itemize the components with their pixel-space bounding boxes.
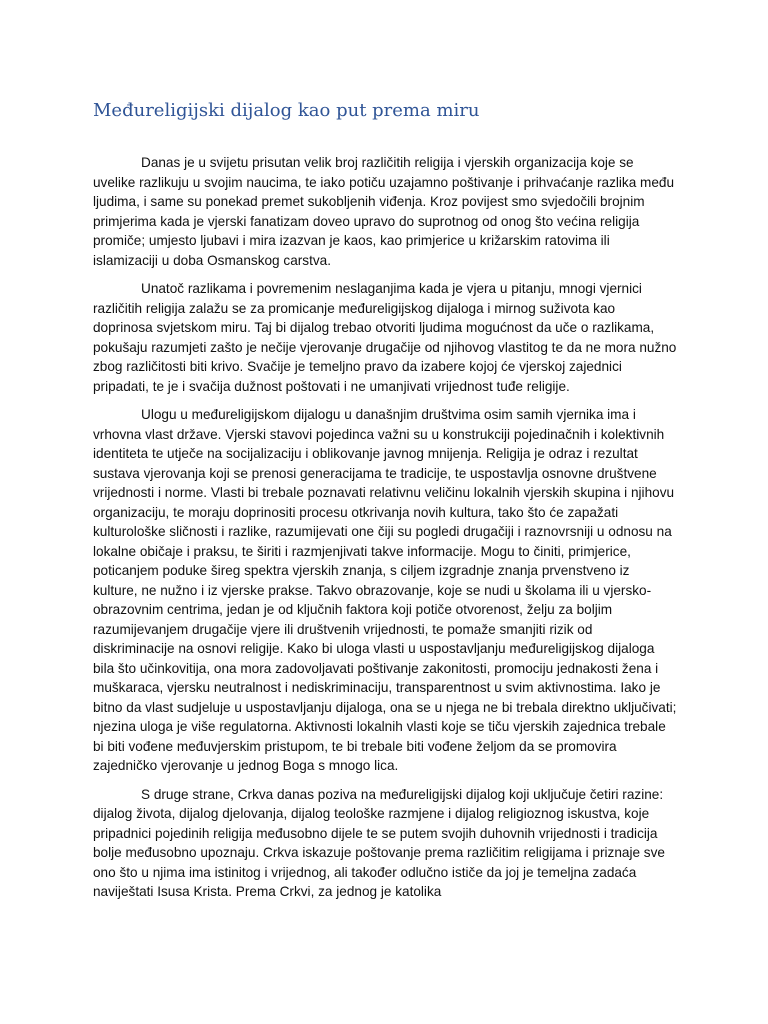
paragraph-2: Unatoč razlikama i povremenim neslaganjima kada je vjera u pitanju, mnogi vjernici različitih religija zalažu se za promicanje međureligijskog dijaloga i mirnog suživota kao doprinosa svjetskom miru. Taj bi dijalog trebao otvoriti ljudima mogućnost da uče o razlikama, pokušaju razumjeti zašto je nečije vjerovanje drugačije od njihovog vlastitog te da ne mora nužno zbog različitosti biti krivo. Svačije je temeljno pravo da izabere kojoj će vjerskoj zajednici pripadati, te je i svačija dužnost poštovati i ne umanjivati vrijednost tuđe religije.	[93, 281, 677, 394]
paragraph-3: Ulogu u međureligijskom dijalogu u današnjim društvima osim samih vjernika ima i vrhovna vlast države. Vjerski stavovi pojedinca važni su u konstrukciji pojedinačnih i kolektivnih identiteta te utječe na socijalizaciju i oblikovanje javnog mnijenja. Religija je odraz i rezultat sustava vjerovanja koji se prenosi generacijama te tradicije, te uspostavlja osnovne društvene vrijednosti i norme. Vlasti bi trebale poznavati relativnu veličinu lokalnih vjerskih skupina i njihovu organizaciju, te moraju doprinositi procesu otkrivanja novih kultura, tako što će zapažati kulturološke sličnosti i razlike, razumijevati one čiji su pogledi drugačiji i raznovrsniji u odnosu na lokalne običaje i praksu, te širiti i razmjenjivati takve informacije. Mogu to činiti, primjerice, poticanjem poduke šireg spektra vjerskih znanja, s ciljem izgradnje znanja prvenstveno iz kulture, ne nužno i iz vjerske prakse. Takvo obrazovanje, koje se nudi u školama ili u vjersko-obrazovnim centrima, jedan je od ključnih faktora koji potiče otvorenost, želju za boljim razumijevanjem drugačije vjere ili društvenih vrijednosti, te pomaže smanjiti rizik od diskriminacije na osnovi religije. Kako bi uloga vlasti u uspostavljanju međureligijskog dijaloga bila što učinkovitija, ona mora zadovoljavati poštivanje zakonitosti, promociju jednakosti žena i muškaraca, vjersku neutralnost i nediskriminaciju, transparentnost u svim aktivnostima. Iako je bitno da vlast sudjeluje u uspostavljanju dijaloga, ona se u njega ne bi trebala direktno uključivati; njezina uloga je više regulatorna. Aktivnosti lokalnih vlasti koje se tiču vjerskih zajednica trebale bi biti vođene međuvjerskim pristupom, te bi trebale biti vođene željom da se promovira zajedničko vjerovanje u jednog Boga s mnogo lica.	[93, 407, 677, 773]
paragraph-4: S druge strane, Crkva danas poziva na međureligijski dijalog koji uključuje četiri razine: dijalog života, dijalog djelovanja, dijalog teološke razmjene i dijalog religioznog iskustva, koje pripadnici pojedinih religija međusobno dijele te se putem svojih duhovnih vrijednosti i tradicija bolje međusobno upoznaju. Crkva iskazuje poštovanje prema različitim religijama i priznaje sve ono što u njima ima istinitog i vrijednog, ali također odlučno ističe da joj je temeljna zadaća naviještati Isusa Krista. Prema Crkvi, za jednog je katolika	[93, 786, 665, 899]
paragraph-1: Danas je u svijetu prisutan velik broj različitih religija i vjerskih organizacija koje se uvelike razlikuju u svojim naucima, te iako potiču uzajamno poštivanje i prihvaćanje razlika među ljudima, i same su ponekad premet sukobljenih viđenja. Kroz povijest smo svjedočili brojnim primjerima kada je vjerski fanatizam doveo upravo do suprotnog od onog što većina religija promiče; umjesto ljubavi i mira izazvan je kaos, kao primjerice u križarskim ratovima ili islamizaciji u doba Osmanskog carstva.	[93, 155, 675, 268]
document-title: Međureligijski dijalog kao put prema miru	[93, 100, 480, 121]
document-body	[93, 153, 677, 911]
